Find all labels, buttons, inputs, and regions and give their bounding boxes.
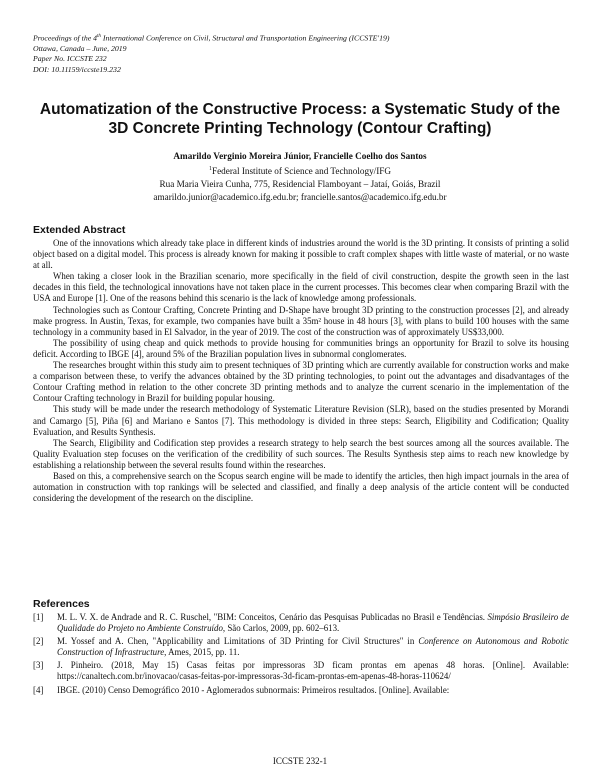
header-doi: DOI: 10.11159/iccste19.232: [33, 64, 121, 74]
abstract-body: [33, 238, 569, 504]
abstract-paragraph: When taking a closer look in the Brazilian scenario, more specifically in the field of civil construction, despite the growth seen in the last decades in this field, the technological innovations have not taken place in the current processes. This becomes clear when comparing Brazil with the USA and Europe [1]. One of the reasons behind this scenario is the lack of knowledge among professionals.: [33, 271, 569, 304]
abstract-heading: Extended Abstract: [33, 224, 126, 236]
author-address: Rua Maria Vieira Cunha, 775, Residencial Flamboyant – Jataí, Goiás, Brazil: [159, 179, 441, 190]
reference-item: [3] J. Pinheiro. (2018, May 15) Casas feitas por impressoras 3D ficam prontas em apenas 48 horas. [Online]. Available: https://canaltech.com.br/inovacao/casas-feitas-por-impressoras-3d-ficam-prontas-em-apenas-48-horas-110624/: [33, 660, 569, 682]
abstract-paragraph: The researches brought within this study aim to present techniques of 3D printing which are currently available for construction works and make a comparison between these, to verify the advances obtained by the 3D printing technologies, to point out the advantages and disadvantages of the Contour Crafting method in relation to the other concrete 3D printing methods and to analyze the current scenario in the implementation of the Contour Crafting technology in Brazil for building popular housing.: [33, 360, 569, 404]
author-emails: amarildo.junior@academico.ifg.edu.br; francielle.santos@academico.ifg.edu.br: [153, 192, 447, 203]
reference-item: [4] IBGE. (2010) Censo Demográfico 2010 - Aglomerados subnormais: Primeiros resultados. [Online]. Available:: [33, 684, 450, 695]
reference-list: [33, 612, 569, 698]
author-block: [30, 150, 570, 204]
reference-item: [2] M. Yossef and A. Chen, "Applicability and Limitations of 3D Printing for Civil Structures" in Conference on Autonomous and Robotic Construction of Infrastructure, Ames, 2015, pp. 11.: [33, 636, 569, 658]
header-location-line: Ottawa, Canada – June, 2019: [33, 44, 127, 53]
abstract-paragraph: The possibility of using cheap and quick methods to provide housing for communities brings an opportunity for Brazil to solve its housing deficit. According to IBGE [4], around 5% of the Brazilian population lives in subnormal conglomerates.: [33, 337, 569, 359]
header-paper-number: Paper No. ICCSTE 232: [33, 54, 107, 64]
author-affiliation: $^1$Federal Institute of Science and Technology/IFG: [208, 166, 392, 177]
proceedings-header: [33, 32, 573, 75]
reference-item: [1] M. L. V. X. de Andrade and R. C. Ruschel, "BIM: Conceitos, Cenário das Pesquisas Publicadas no Brasil e Tendências. Simpósio Brasileiro de Qualidade do Projeto no Ambiente Construído, São Carlos, 2009, pp. 602–613.: [33, 612, 569, 634]
references-heading: References: [33, 598, 90, 610]
abstract-paragraph: Based on this, a comprehensive search on the Scopus search engine will be made to identify the articles, then high impact journals in the area of automation in construction with top rankings will be selected and classified, and finally a deep analysis of the article content will be conducted considering the development of the research on the discipline.: [33, 470, 569, 504]
abstract-paragraph: Technologies such as Contour Crafting, Concrete Printing and D-Shape have brought 3D printing to the construction processes [2], and already make progress. In Austin, Texas, for example, two companies have built a 35m² house in 48 hours [3], with plans to build 100 houses with the same technology in a community based in El Salvador, in the year of 2019. The cost of the construction was of approximately US$33,000.: [33, 304, 569, 337]
author-names: Amarildo Verginio Moreira Júnior, Francielle Coelho dos Santos: [173, 151, 427, 161]
page-footer: ICCSTE 232-1: [272, 756, 328, 766]
abstract-paragraph: The Search, Eligibility and Codification step provides a research strategy to help search the best sources among all the sources available. The Quality Evaluation step focuses on the verification of the credibility of such sources. The Results Synthesis step aims to reach new knowledge by establishing a relationship between the several results found within the researches.: [33, 437, 569, 470]
paper-title: Automatization of the Constructive Process: a Systematic Study of the 3D Concrete Printing Technology (Contour Crafting): [39, 101, 561, 137]
abstract-paragraph: One of the innovations which already take place in different kinds of industries around the world is the 3D printing. It consists of printing a solid object based on a digital model. This process is already known for making it possible to craft complex shapes with little waste of material, or no waste at all.: [33, 238, 569, 271]
abstract-paragraph: This study will be made under the research methodology of Systematic Literature Revision (SLR), based on the studies presented by Morandi and Camargo [5], Piña [6] and Mariano e Santos [7]. This methodology is divided in three steps: Search, Eligibility and Codification; Quality Evaluation, and Results Synthesis.: [33, 404, 569, 437]
header-conference-line: Proceedings of the 4th International Conference on Civil, Structural and Transportation Engineering (ICCSTE'19): [33, 33, 390, 43]
